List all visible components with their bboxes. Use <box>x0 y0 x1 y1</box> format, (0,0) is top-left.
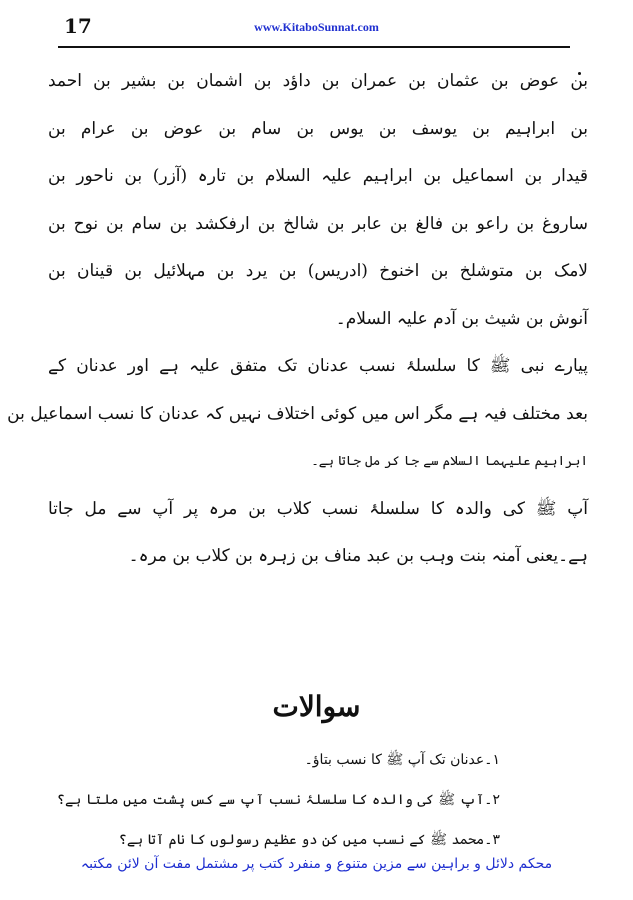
text-line: پیارے نبی ﷺ کا سلسلۂ نسب عدنان تک متفق علیہ ہے اور عدنان کے <box>48 356 588 376</box>
text-line: بن عوض بن عثمان بن عمران بن داؤد بن اشمان بن بشير بن احمد <box>48 71 588 91</box>
page-number: 17 <box>64 14 92 38</box>
section-title: سوالات <box>272 690 361 723</box>
body-text <box>7 58 588 581</box>
page-header <box>0 0 633 48</box>
text-line: قیدار بن اسماعیل بن ابراہیم علیہ السلام بن تارہ (آزر) بن ناحور بن <box>48 166 588 186</box>
text-line: آنوش بن شیث بن آدم علیہ السلام۔ <box>335 308 588 329</box>
text-line: بن ابراہیم بن یوسف بن یوس بن سام بن عوض بن عرام بن <box>48 118 588 139</box>
question-item: ۱۔عدنان تک آپ ﷺ کا نسب بتاؤ۔ <box>304 752 500 768</box>
footer-note: محکم دلائل و براہین سے مزین متنوع و منفرد کتب پر مشتمل مفت آن لائن مکتبہ <box>80 856 553 872</box>
text-line: ہے۔یعنی آمنہ بنت وہب بن عبد مناف بن زہرہ بن کلاب بن مرہ۔ <box>128 546 588 566</box>
text-line: ابراہیم علیہما السلام سے جا کر مل جاتا ہے۔ <box>311 454 588 469</box>
text-line: آپ ﷺ کی والدہ کا سلسلۂ نسب کلاب بن مرہ پر آپ سے مل جاتا <box>48 498 588 519</box>
text-line: ساروغ بن راعو بن فالغ بن عابر بن شالخ بن ارفکشد بن سام بن نوح بن <box>48 213 588 234</box>
text-line: بعد مختلف فیہ ہے مگر اس میں کوئی اختلاف نہیں کہ عدنان کا نسب اسماعیل بن <box>7 403 588 424</box>
header-divider <box>58 46 570 48</box>
site-url-link[interactable]: www.KitaboSunnat.com <box>254 20 379 34</box>
text-line: لامک بن متوشلخ بن اخنوخ (ادریس) بن یرد بن مہلائیل بن قینان بن <box>48 261 588 281</box>
question-item: ۲۔آپ ﷺ کی والدہ کا سلسلۂ نسب آپ سے کس پشت میں ملتا ہے؟ <box>56 792 500 808</box>
question-item: ۳۔محمد ﷺ کے نسب میں کن دو عظیم رسولوں کا نام آتا ہے؟ <box>118 832 500 848</box>
questions-list <box>56 740 500 860</box>
